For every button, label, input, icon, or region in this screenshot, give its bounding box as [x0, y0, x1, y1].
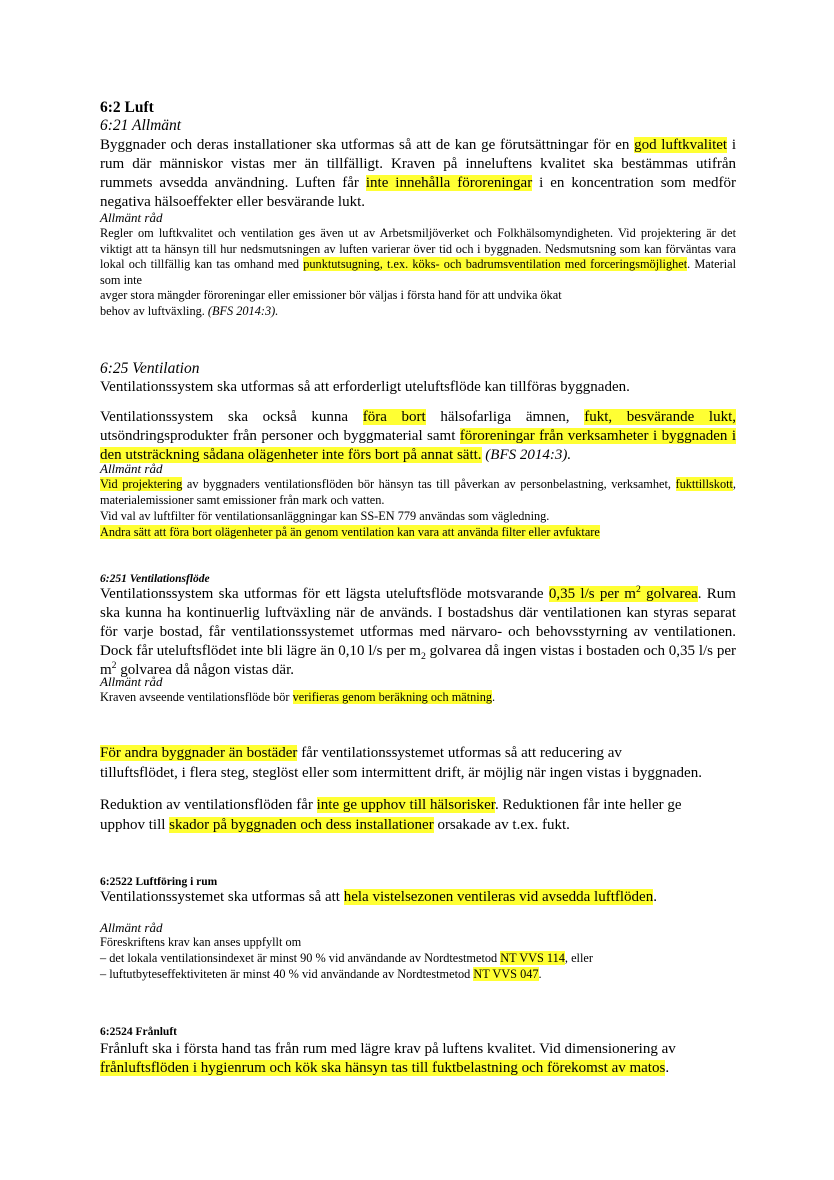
- allmant-rad-label: Allmänt råd: [100, 674, 163, 689]
- allmant-rad-6-21-line3: behov av luftväxling. (BFS 2014:3).: [100, 304, 279, 318]
- highlight-franluftsfloden: frånluftsflöden i hygienrum och kök ska hänsyn tas till fuktbelastning och förekomst av matos: [100, 1060, 666, 1076]
- allmant-rad-6-25-line3: [100, 525, 736, 541]
- highlight-andra-byggnader: För andra byggnader än bostäder: [100, 745, 298, 761]
- allmant-rad-6-21-line2: avger stora mängder föroreningar eller emissioner bör väljas i första hand för att undvika ökat: [100, 288, 562, 302]
- subsection-title-6-2524: 6:2524 Frånluft: [100, 1026, 177, 1038]
- highlight-skador: skador på byggnaden och dess installationer: [169, 817, 434, 833]
- subsection-title-6-2522: 6:2522 Luftföring i rum: [100, 876, 218, 888]
- highlight-verifieras: verifieras genom beräkning och mätning: [292, 690, 493, 704]
- allmant-rad-6-2522-line3: – luftutbyteseffektiviteten är minst 40 % vid användande av Nordtestmetod NT VVS 047.: [100, 967, 542, 981]
- paragraph-andra-byggnader-line2: tilluftsflödet, i flera steg, steglöst eller som intermittent drift, är möjlig när ingen vistas i byggnaden.: [100, 765, 702, 781]
- paragraph-6-2522: Ventilationssystemet ska utformas så att hela vistelsezonen ventileras vid avsedda luftflöden.: [100, 889, 657, 905]
- allmant-rad-6-25: Vid projektering av byggnaders ventilationsflöden bör hänsyn tas till påverkan av personbelastning, verksamhet, fukttillskott, materialemissioner samt emissioner från mark och vatten.: [100, 477, 736, 507]
- highlight-vid-projektering: Vid projektering: [100, 477, 183, 491]
- reference-bfs: (BFS 2014:3).: [207, 304, 279, 318]
- allmant-rad-6-25-line2: Vid val av luftfilter för ventilationsanläggningar kan SS-EN 779 användas som vägledning.: [100, 509, 550, 523]
- highlight-fororeningar: inte innehålla föroreningar: [365, 175, 533, 191]
- highlight-fora-bort: föra bort: [362, 409, 426, 425]
- allmant-rad-label: Allmänt råd: [100, 920, 163, 935]
- highlight-golvarea: 0,35 l/s per $m^2$ golvarea: [548, 584, 698, 602]
- paragraph-6-2524: Frånluft ska i första hand tas från rum med lägre krav på luftens kvalitet. Vid dimensionering av: [100, 1041, 676, 1057]
- allmant-rad-label: Allmänt råd: [100, 210, 163, 225]
- highlight-halsorisker: inte ge upphov till hälsorisker: [316, 797, 495, 813]
- paragraph-6-2524-line2: frånluftsflöden i hygienrum och kök ska hänsyn tas till fuktbelastning och förekomst av matos.: [100, 1060, 670, 1076]
- highlight-god-luftkvalitet: god luftkvalitet: [634, 137, 728, 153]
- allmant-rad-label: Allmänt råd: [100, 461, 163, 476]
- paragraph-6-25-intro: Ventilationssystem ska utformas så att erforderligt uteluftsflöde kan tillföras byggnaden.: [100, 379, 630, 395]
- highlight-fukt-lukt: fukt, besvärande lukt,: [584, 409, 736, 425]
- highlight-vistelsezonen: hela vistelsezonen ventileras vid avsedda luftflöden: [343, 889, 654, 905]
- allmant-rad-6-251: Kraven avseende ventilationsflöde bör verifieras genom beräkning och mätning.: [100, 690, 496, 704]
- section-title-6-2: 6:2 Luft: [100, 99, 154, 116]
- allmant-rad-6-2522-line1: Föreskriftens krav kan anses uppfyllt om: [100, 935, 302, 949]
- highlight-nt-vvs-114: NT VVS 114: [500, 951, 565, 965]
- reference-bfs: (BFS 2014:3).: [485, 447, 572, 463]
- highlight-nt-vvs-047: NT VVS 047: [473, 967, 539, 981]
- paragraph-andra-byggnader: För andra byggnader än bostäder får ventilationssystemet utformas så att reducering av: [100, 745, 622, 761]
- highlight-punktutsugning: punktutsugning, t.ex. köks- och badrumsventilation med forceringsmöjlighet: [303, 257, 688, 272]
- paragraph-6-251: Ventilationssystem ska utformas för ett lägsta uteluftsflöde motsvarande 0,35 l/s per $m^2$ golvarea. Rum ska kunna ha kontinuerlig luftväxling när de används. I bostadshus där ventilationen kan styras separat för varje bostad, får ventilationssystemet utformas med närvaro- och behovsstyrning av ventilationen. Dock får uteluftsflödet inte bli lägre än 0,10 l/s per $m_2$ golvarea då ingen vistas i bostaden och 0,35 l/s per $m^2$ golvarea då någon vistas där.: [100, 584, 736, 678]
- paragraph-6-21: Byggnader och deras installationer ska utformas så att de kan ge förutsättningar för en god luftkvalitet i rum där människor vistas mer än tillfälligt. Kraven på inneluftens kvalitet ska bestämmas utifrån rummets avsedda användning. Luften får inte innehålla föroreningar i en koncentration som medför negativa hälsoeffekter eller besvärande lukt.: [100, 137, 736, 210]
- highlight-fukttillskott: fukttillskott: [675, 477, 733, 491]
- allmant-rad-6-21: Regler om luftkvalitet och ventilation ges även ut av Arbetsmiljöverket och Folkhälsomyndigheten. Vid projektering är det viktigt att ta hänsyn till hur nedsmutsningen av luften varierar över tid och i byggnaden. Nedsmutsning som kan förväntas vara lokal och tillfällig kan tas omhand med punktutsugning, t.ex. köks- och badrumsventilation med forceringsmöjlighet. Material som inte: [100, 226, 737, 287]
- paragraph-reduktion-line2: upphov till skador på byggnaden och dess installationer orsakade av t.ex. fukt.: [100, 817, 570, 833]
- paragraph-6-25: Ventilationssystem ska också kunna föra bort hälsofarliga ämnen, fukt, besvärande lukt, utsöndringsprodukter från personer och byggmaterial samt föroreningar från verksamheter i byggnaden i den utsträckning sådana olägenheter inte förs bort på annat sätt. (BFS 2014:3).: [100, 409, 736, 463]
- subsection-title-6-21: 6:21 Allmänt: [100, 117, 182, 134]
- paragraph-reduktion: Reduktion av ventilationsflöden får inte ge upphov till hälsorisker. Reduktionen får inte heller ge: [100, 797, 682, 813]
- allmant-rad-6-2522-line2: – det lokala ventilationsindexet är minst 90 % vid användande av Nordtestmetod NT VVS 114, eller: [100, 951, 593, 965]
- subsection-title-6-251: 6:251 Ventilationsflöde: [100, 573, 210, 585]
- subsection-title-6-25: 6:25 Ventilation: [100, 360, 200, 377]
- highlight-andra-satt: Andra sätt att föra bort olägenheter på än genom ventilation kan vara att använda filter eller avfuktare: [100, 525, 600, 539]
- highlight-fororeningar-verksamheter: föroreningar från verksamheter i byggnaden i den utsträckning sådana olägenheter inte förs bort på annat sätt.: [100, 428, 736, 463]
